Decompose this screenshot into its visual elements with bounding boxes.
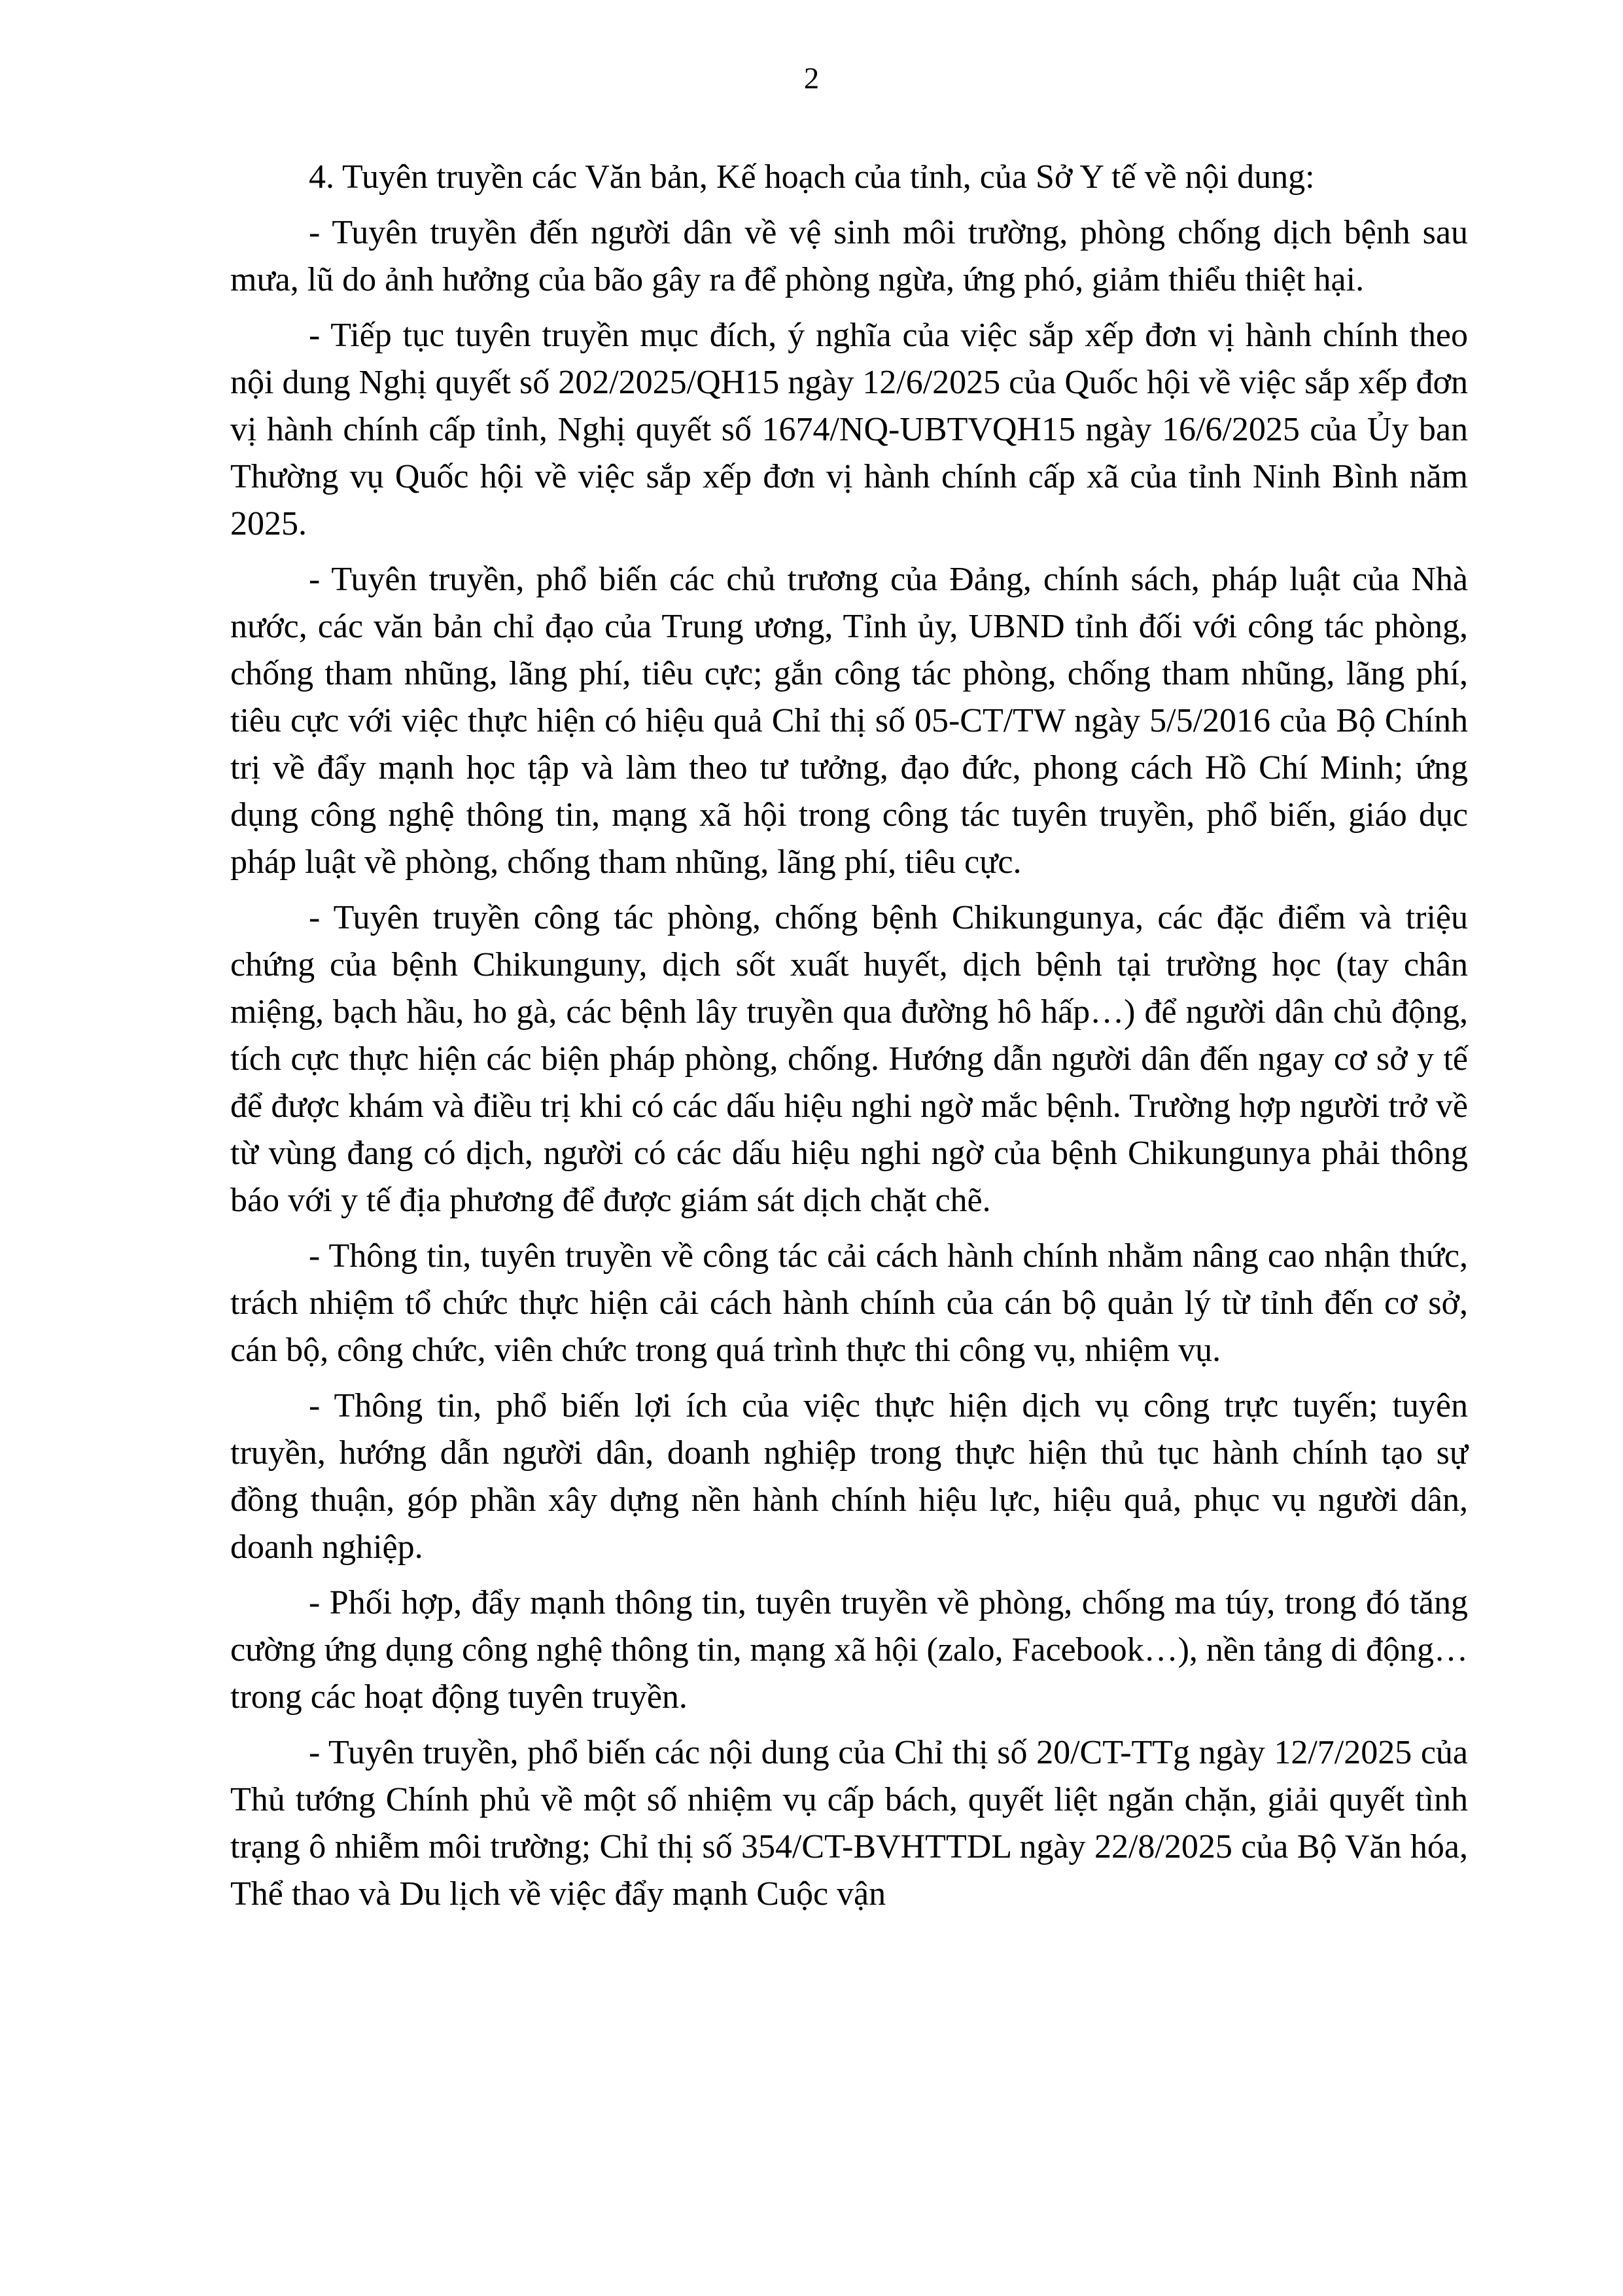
paragraph-environment-sanitation: - Tuyên truyền đến người dân về vệ sinh môi trường, phòng chống dịch bệnh sau mưa, lũ do ảnh hưởng của bão gây ra để phòng ngừa, ứng phó, giảm thiểu thiệt hại. (230, 214, 1468, 298)
paragraph-anti-corruption: - Tuyên truyền, phổ biến các chủ trương của Đảng, chính sách, pháp luật của Nhà nước, các văn bản chỉ đạo của Trung ương, Tỉnh ủy, UBND tỉnh đối với công tác phòng, chống tham nhũng, lãng phí, tiêu cực; gắn công tác phòng, chống tham nhũng, lãng phí, tiêu cực với việc thực hiện có hiệu quả Chỉ thị số 05-CT/TW ngày 5/5/2016 của Bộ Chính trị về đẩy mạnh học tập và làm theo tư tưởng, đạo đức, phong cách Hồ Chí Minh; ứng dụng công nghệ thông tin, mạng xã hội trong công tác tuyên truyền, phổ biến, giáo dục pháp luật về phòng, chống tham nhũng, lãng phí, tiêu cực. (230, 561, 1468, 881)
paragraph-online-public-services: - Thông tin, phổ biến lợi ích của việc thực hiện dịch vụ công trực tuyến; tuyên truyền, hướng dẫn người dân, doanh nghiệp trong thực hiện thủ tục hành chính tạo sự đồng thuận, góp phần xây dựng nền hành chính hiệu lực, hiệu quả, phục vụ người dân, doanh nghiệp. (230, 1387, 1468, 1566)
page-number: 2 (803, 62, 820, 96)
paragraph-chikungunya: - Tuyên truyền công tác phòng, chống bệnh Chikungunya, các đặc điểm và triệu chứng của bệnh Chikunguny, dịch sốt xuất huyết, dịch bệnh tại trường học (tay chân miệng, bạch hầu, ho gà, các bệnh lây truyền qua đường hô hấp…) để người dân chủ động, tích cực thực hiện các biện pháp phòng, chống. Hướng dẫn người dân đến ngay cơ sở y tế để được khám và điều trị khi có các dấu hiệu nghi ngờ mắc bệnh. Trường hợp người trở về từ vùng đang có dịch, người có các dấu hiệu nghi ngờ của bệnh Chikungunya phải thông báo với y tế địa phương để được giám sát dịch chặt chẽ. (230, 899, 1468, 1219)
paragraph-administrative-restructuring: - Tiếp tục tuyên truyền mục đích, ý nghĩa của việc sắp xếp đơn vị hành chính theo nội dung Nghị quyết số 202/2025/QH15 ngày 12/6/2025 của Quốc hội về việc sắp xếp đơn vị hành chính cấp tỉnh, Nghị quyết số 1674/NQ-UBTVQH15 ngày 16/6/2025 của Ủy ban Thường vụ Quốc hội về việc sắp xếp đơn vị hành chính cấp xã của tỉnh Ninh Bình năm 2025. (230, 317, 1469, 542)
document-body (230, 154, 1468, 1926)
paragraph-drug-prevention: - Phối hợp, đẩy mạnh thông tin, tuyên truyền về phòng, chống ma túy, trong đó tăng cường ứng dụng công nghệ thông tin, mạng xã hội (zalo, Facebook…), nền tảng di động… trong các hoạt động tuyên truyền. (230, 1584, 1468, 1716)
paragraph-administrative-reform: - Thông tin, tuyên truyền về công tác cải cách hành chính nhằm nâng cao nhận thức, trách nhiệm tổ chức thực hiện cải cách hành chính của cán bộ quản lý từ tỉnh đến cơ sở, cán bộ, công chức, viên chức trong quá trình thực thi công vụ, nhiệm vụ. (230, 1237, 1468, 1369)
paragraph-section-4-heading: 4. Tuyên truyền các Văn bản, Kế hoạch của tỉnh, của Sở Y tế về nội dung: (309, 158, 1315, 196)
paragraph-directive-20: - Tuyên truyền, phổ biến các nội dung của Chỉ thị số 20/CT-TTg ngày 12/7/2025 của Thủ tướng Chính phủ về một số nhiệm vụ cấp bách, quyết liệt ngăn chặn, giải quyết tình trạng ô nhiễm môi trường; Chỉ thị số 354/CT-BVHTTDL ngày 22/8/2025 của Bộ Văn hóa, Thể thao và Du lịch về việc đẩy mạnh Cuộc vận (230, 1734, 1468, 1913)
